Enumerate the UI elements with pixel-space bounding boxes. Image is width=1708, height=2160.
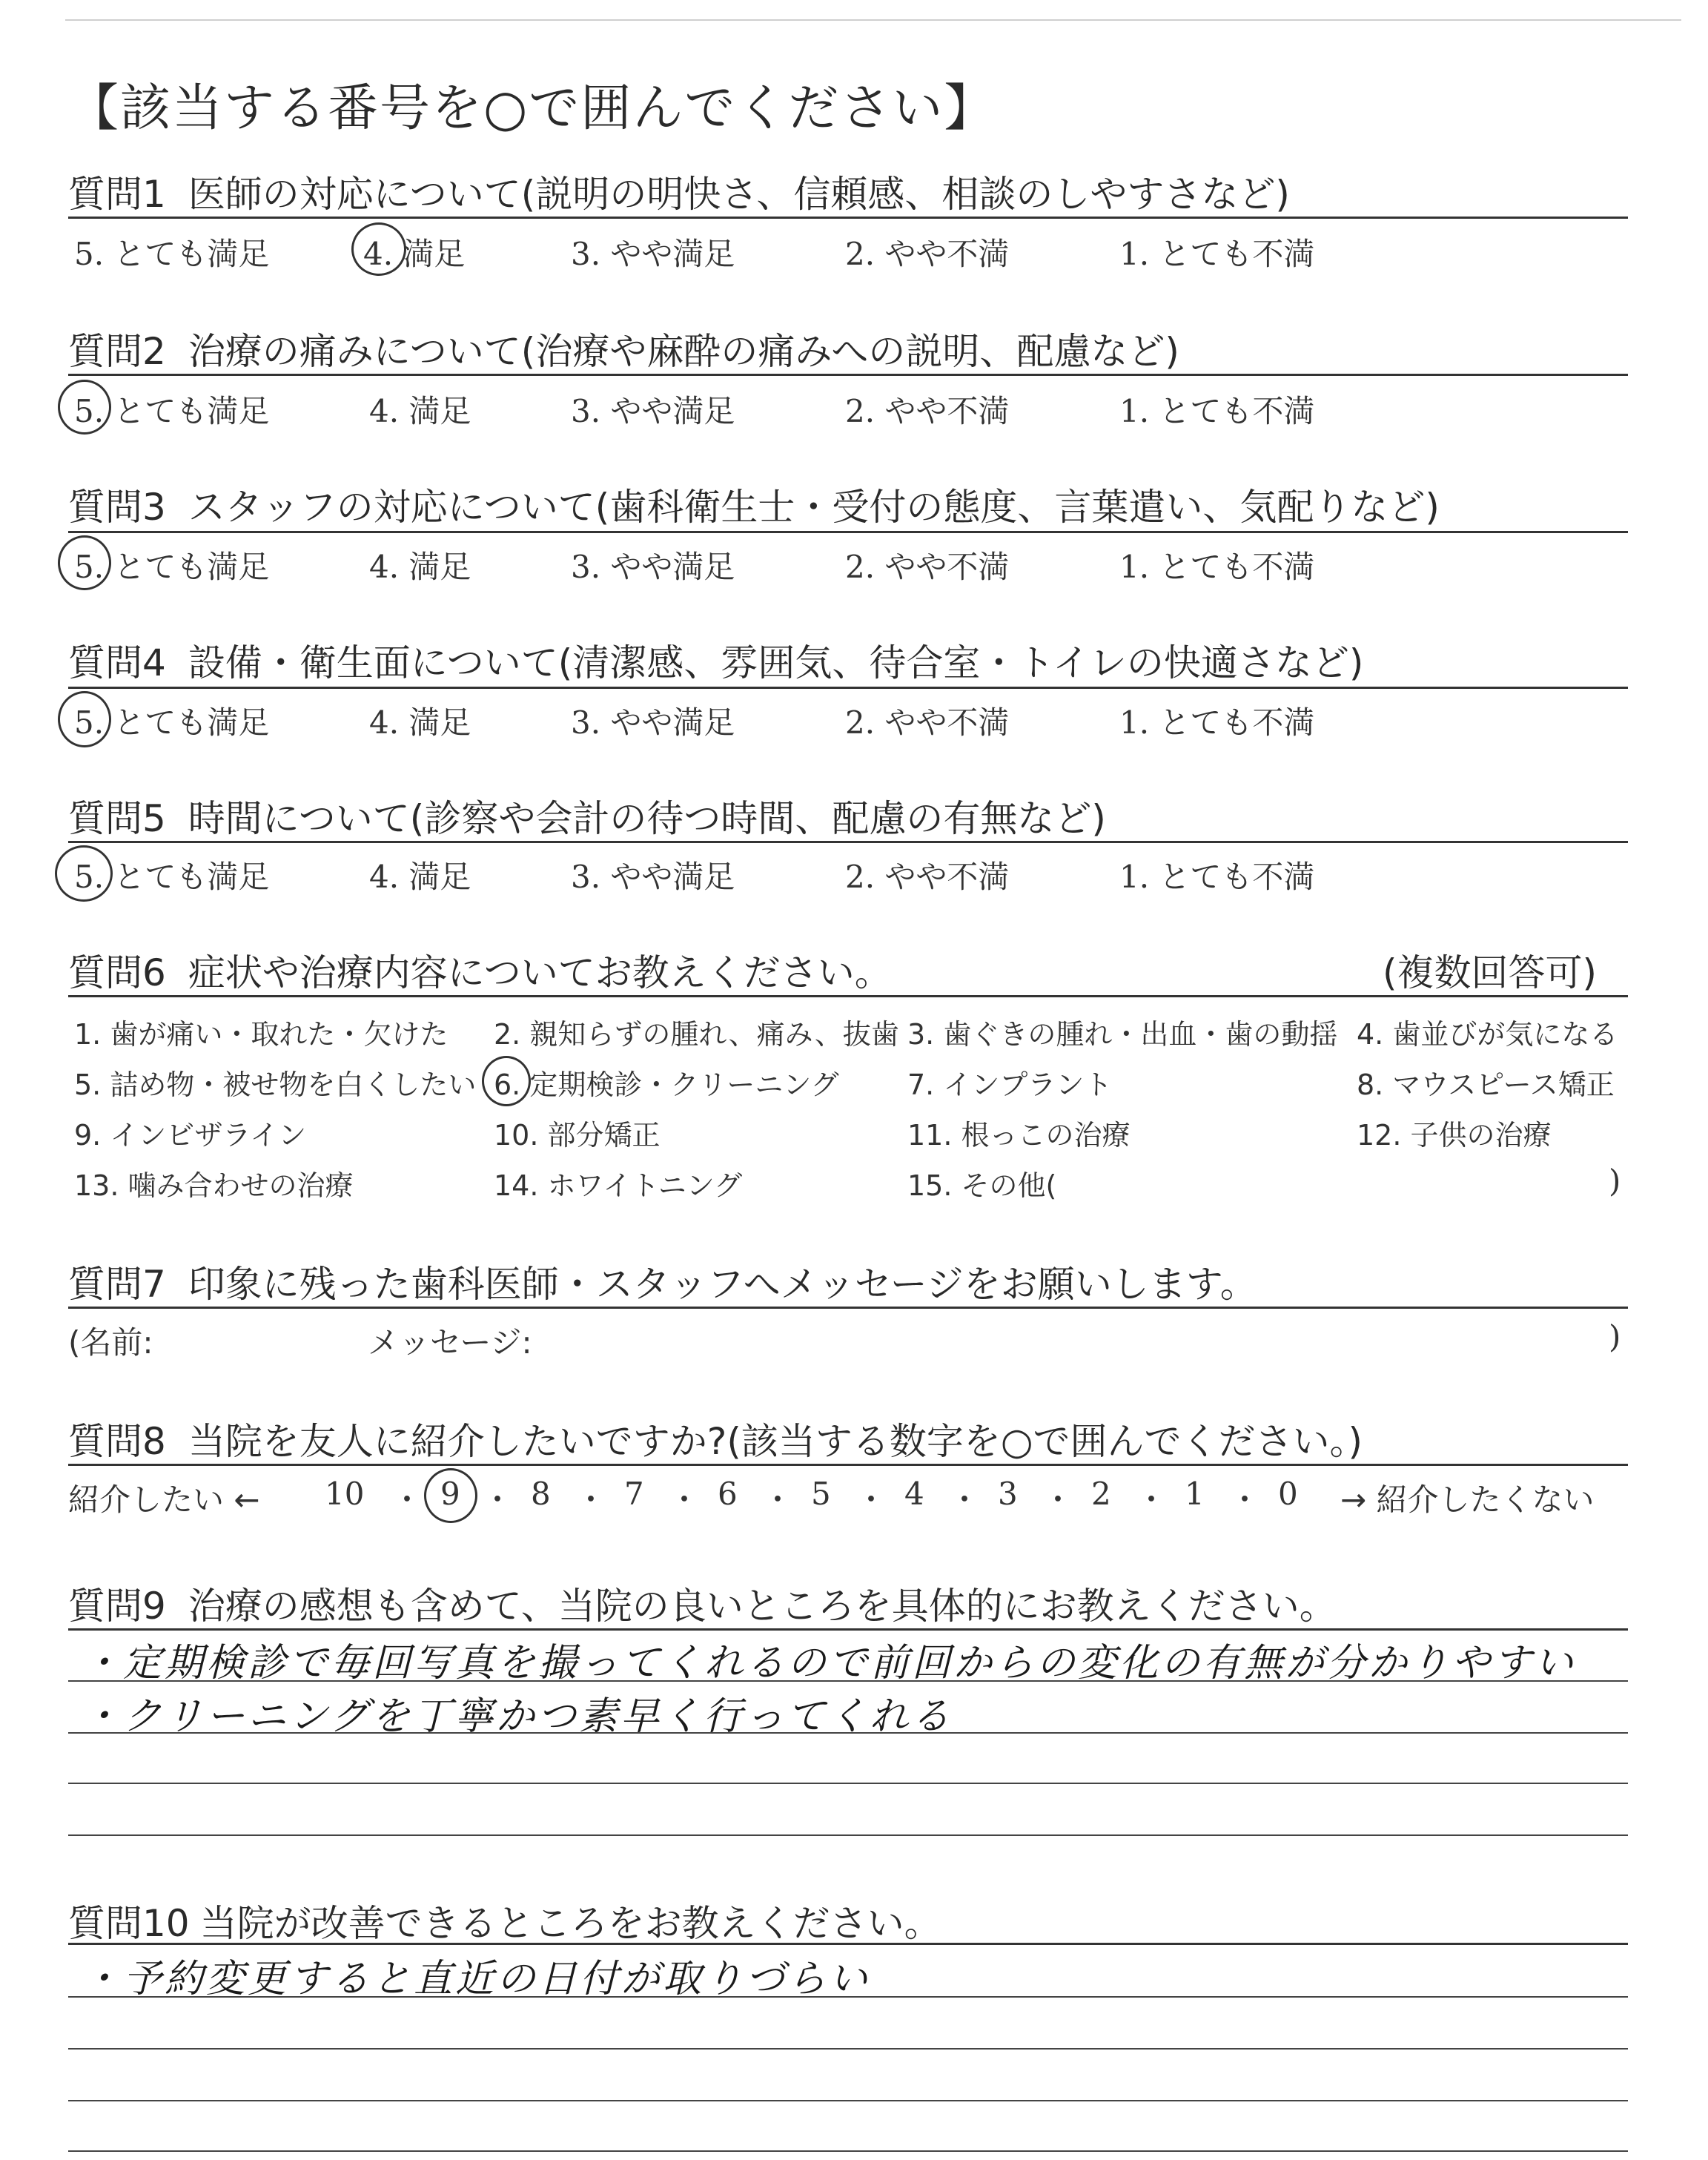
q4-option-4[interactable]: 4. 満足 [369,704,471,741]
question-3-number: 質問3 [68,486,166,529]
q7-close-paren: ) [1609,1318,1621,1355]
q5-option-3[interactable]: 3. やや満足 [571,859,735,895]
q9-answer-line-1[interactable]: ・定期検診で毎回写真を撮ってくれるので前回からの変化の有無が分かりやすい [82,1641,1577,1685]
q3-option-3[interactable]: 3. やや満足 [571,549,735,585]
q5-option-1[interactable]: 1. とても不満 [1119,859,1315,895]
q9-writing-line-3 [68,1783,1628,1784]
question-7-text: 印象に残った歯科医師・スタッフへメッセージをお願いします。 [188,1263,1257,1306]
recommend-score-6[interactable]: 6 [718,1476,738,1512]
q3-option-5[interactable]: 5. とても満足 [74,549,270,585]
q4-option-5[interactable]: 5. とても満足 [74,704,270,741]
recommend-sep-2: ・ [482,1482,514,1518]
q1-option-4[interactable]: 4. 満足 [363,236,466,272]
question-9-number: 質問9 [68,1585,166,1628]
q2-option-5[interactable]: 5. とても満足 [74,393,270,429]
question-8-number: 質問8 [68,1420,166,1463]
q3-selection-circle [58,535,111,590]
q1-option-2[interactable]: 2. やや不満 [845,236,1010,272]
q4-option-3[interactable]: 3. やや満足 [571,704,735,741]
q10-writing-line-2 [68,2048,1628,2050]
question-1-number: 質問1 [68,173,166,216]
recommend-sep-9: ・ [1136,1482,1168,1518]
q1-selection-circle [351,222,406,276]
question-8-rule [68,1464,1628,1466]
q7-message-label[interactable]: メッセージ: [368,1324,532,1361]
q2-selection-circle [58,380,111,435]
question-8-text: 当院を友人に紹介したいですか?(該当する数字を○で囲んでください。) [188,1420,1363,1463]
question-8-title [68,1412,1363,1465]
question-2-title [68,322,1179,375]
q5-selection-circle [55,845,113,902]
q6-option-7[interactable]: 7. インプラント [907,1069,1113,1101]
question-5-text: 時間について(診察や会計の待つ時間、配慮の有無など) [188,797,1106,840]
q6-option-2[interactable]: 2. 親知らずの腫れ、痛み、抜歯 [494,1018,899,1051]
question-9-text: 治療の感想も含めて、当院の良いところを具体的にお教えください。 [188,1585,1337,1628]
question-6-title [68,943,892,997]
recommend-score-7[interactable]: 7 [624,1476,644,1512]
q2-option-1[interactable]: 1. とても不満 [1119,393,1315,429]
q5-option-5[interactable]: 5. とても満足 [74,859,270,895]
q9-answer-line-2[interactable]: ・クリーニングを丁寧かつ素早く行ってくれる [82,1694,953,1739]
question-3-title [68,478,1440,531]
q9-writing-line-2 [68,1732,1628,1734]
question-2-text: 治療の痛みについて(治療や麻酔の痛みへの説明、配慮など) [188,330,1179,373]
recommend-sep-10: ・ [1229,1482,1261,1518]
q1-option-1[interactable]: 1. とても不満 [1119,236,1315,272]
recommend-left-label: 紹介したい ← [68,1482,260,1518]
q6-option-1[interactable]: 1. 歯が痛い・取れた・欠けた [74,1018,448,1051]
recommend-score-2[interactable]: 2 [1091,1476,1111,1512]
q2-option-2[interactable]: 2. やや不満 [845,393,1010,429]
q2-option-3[interactable]: 3. やや満足 [571,393,735,429]
recommend-sep-7: ・ [949,1482,981,1518]
instruction-header: 【該当する番号を○で囲んでください】 [68,79,996,138]
q4-selection-circle [58,691,111,747]
question-9-rule [68,1628,1628,1631]
recommend-sep-8: ・ [1042,1482,1074,1518]
question-5-number: 質問5 [68,797,166,840]
q6-option-13[interactable]: 13. 噛み合わせの治療 [74,1169,354,1202]
q1-option-5[interactable]: 5. とても満足 [74,236,270,272]
recommend-sep-6: ・ [855,1482,887,1518]
question-10-title [68,1894,941,1947]
q10-answer-line-1[interactable]: ・予約変更すると直近の日付が取りづらい [82,1957,871,2001]
top-edge-rule [65,19,1681,21]
question-3-rule [68,531,1628,533]
recommend-sep-4: ・ [669,1482,701,1518]
question-4-title [68,633,1363,687]
q6-option-11[interactable]: 11. 根っこの治療 [907,1119,1131,1152]
q10-writing-line-1 [68,1996,1628,1998]
q2-option-4[interactable]: 4. 満足 [369,393,471,429]
q6-option-6[interactable]: 6. 定期検診・クリーニング [494,1069,839,1101]
q10-writing-line-3 [68,2100,1628,2101]
recommend-score-5[interactable]: 5 [811,1476,831,1512]
question-5-title [68,789,1106,842]
q6-other-close-paren: ) [1609,1163,1621,1199]
question-7-title [68,1255,1257,1308]
recommend-score-0[interactable]: 0 [1278,1476,1298,1512]
q6-option-9[interactable]: 9. インビザライン [74,1119,307,1152]
q3-option-2[interactable]: 2. やや不満 [845,549,1010,585]
q8-selection-circle [424,1468,477,1523]
q6-option-4[interactable]: 4. 歯並びが気になる [1357,1018,1618,1051]
question-6-text: 症状や治療内容についてお教えください。 [188,951,892,994]
question-6-number: 質問6 [68,951,166,994]
q5-option-4[interactable]: 4. 満足 [369,859,471,895]
question-1-text: 医師の対応について(説明の明快さ、信頼感、相談のしやすさなど) [188,173,1290,216]
q6-option-15[interactable]: 15. その他( [907,1169,1057,1202]
q4-option-2[interactable]: 2. やや不満 [845,704,1010,741]
q7-name-label[interactable]: (名前: [68,1324,153,1361]
question-1-rule [68,217,1628,219]
q6-option-10[interactable]: 10. 部分矯正 [494,1119,661,1152]
question-4-rule [68,687,1628,689]
q6-selection-circle [482,1056,531,1106]
question-10-text: 当院が改善できるところをお教えください。 [199,1902,941,1945]
recommend-score-10[interactable]: 10 [325,1476,365,1512]
q5-option-2[interactable]: 2. やや不満 [845,859,1010,895]
question-1-title [68,165,1290,218]
q3-option-1[interactable]: 1. とても不満 [1119,549,1315,585]
question-4-number: 質問4 [68,641,166,684]
question-7-rule [68,1307,1628,1309]
question-3-text: スタッフの対応について(歯科衛生士・受付の態度、言葉遣い、気配りなど) [188,486,1440,529]
question-6-rule [68,995,1628,997]
q6-option-5[interactable]: 5. 詰め物・被せ物を白くしたい [74,1069,477,1101]
recommend-sep-5: ・ [762,1482,794,1518]
q6-option-14[interactable]: 14. ホワイトニング [494,1169,743,1202]
q6-option-12[interactable]: 12. 子供の治療 [1357,1119,1552,1152]
q9-writing-line-1 [68,1680,1628,1682]
q1-option-3[interactable]: 3. やや満足 [571,236,735,272]
question-9-title [68,1576,1337,1630]
question-5-rule [68,841,1628,843]
recommend-right-label: → 紹介したくない [1340,1482,1595,1518]
recommend-score-3[interactable]: 3 [998,1476,1018,1512]
question-2-number: 質問2 [68,330,166,373]
q3-option-4[interactable]: 4. 満足 [369,549,471,585]
question-10-rule [68,1943,1628,1945]
recommend-score-1[interactable]: 1 [1185,1476,1205,1512]
q9-writing-line-4 [68,1834,1628,1836]
recommend-score-9[interactable]: 9 [440,1476,460,1512]
q10-writing-line-4 [68,2150,1628,2152]
multiple-answers-note: (複数回答可) [1382,951,1597,994]
recommend-score-8[interactable]: 8 [531,1476,551,1512]
question-4-text: 設備・衛生面について(清潔感、雰囲気、待合室・トイレの快適さなど) [188,641,1364,684]
q6-option-3[interactable]: 3. 歯ぐきの腫れ・出血・歯の動揺 [907,1018,1338,1051]
question-7-number: 質問7 [68,1263,166,1306]
q6-option-8[interactable]: 8. マウスピース矯正 [1357,1069,1615,1101]
question-10-number: 質問10 [68,1902,190,1945]
question-2-rule [68,374,1628,376]
recommend-score-4[interactable]: 4 [904,1476,924,1512]
q4-option-1[interactable]: 1. とても不満 [1119,704,1315,741]
recommend-sep-1: ・ [391,1482,423,1518]
recommend-sep-3: ・ [575,1482,607,1518]
